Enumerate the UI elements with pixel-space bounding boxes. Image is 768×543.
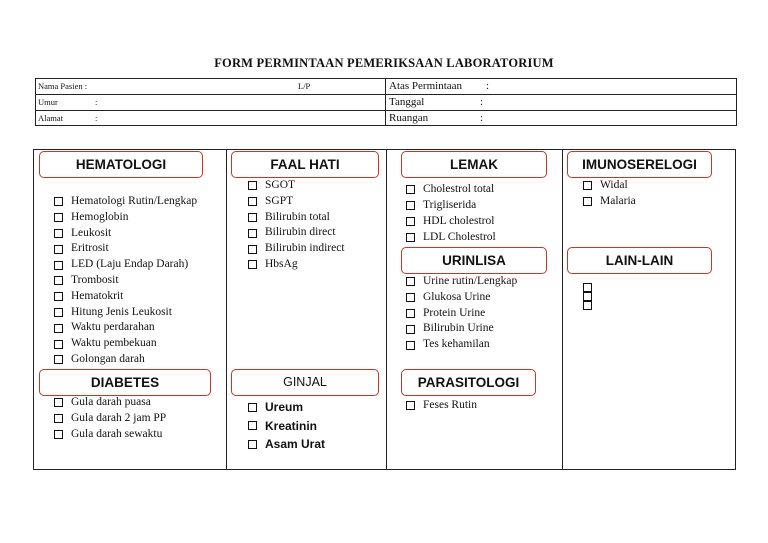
- checkbox-label: Gula darah sewaktu: [71, 427, 163, 440]
- checkbox-item[interactable]: [583, 178, 636, 194]
- checkbox-item[interactable]: [54, 273, 197, 289]
- column-divider: [386, 150, 387, 469]
- checkbox-item[interactable]: [406, 337, 517, 353]
- checkbox-icon[interactable]: [406, 325, 415, 334]
- ginjal-header: GINJAL: [231, 369, 379, 396]
- checkbox-label: Leukosit: [71, 226, 112, 239]
- checkbox-item[interactable]: [406, 290, 517, 306]
- ruangan-label: Ruangan: [389, 112, 429, 124]
- checkbox-item[interactable]: [406, 213, 496, 229]
- checkbox-item[interactable]: [248, 241, 345, 257]
- colon: :: [95, 97, 98, 107]
- nama-pasien-label: Nama Pasien :: [38, 81, 88, 91]
- checkbox-label: Bilirubin total: [265, 210, 330, 223]
- lain-lain-list: [583, 283, 600, 310]
- hematologi-header: HEMATOLOGI: [39, 151, 203, 178]
- umur-field[interactable]: [36, 95, 386, 110]
- checkbox-icon[interactable]: [406, 217, 415, 226]
- faal-hati-list: [248, 178, 345, 273]
- checkbox-icon[interactable]: [54, 430, 63, 439]
- checkbox-item[interactable]: [54, 305, 197, 321]
- checkbox-icon[interactable]: [248, 260, 257, 269]
- checkbox-label: Protein Urine: [423, 306, 486, 319]
- colon: :: [480, 96, 484, 108]
- checkbox-icon[interactable]: [54, 229, 63, 238]
- checkbox-label: Glukosa Urine: [423, 290, 491, 303]
- colon: :: [486, 80, 490, 92]
- nama-pasien-field[interactable]: [36, 79, 386, 94]
- checkbox-item[interactable]: [406, 181, 496, 197]
- alamat-field[interactable]: [36, 111, 386, 125]
- checkbox-icon[interactable]: [406, 293, 415, 302]
- checkbox-label: Ureum: [265, 400, 304, 414]
- checkbox-icon[interactable]: [54, 355, 63, 364]
- checkbox-label: Hitung Jenis Leukosit: [71, 305, 172, 318]
- imunoserelogi-header: IMUNOSERELOGI: [567, 151, 712, 178]
- lain-lain-header: LAIN-LAIN: [567, 247, 712, 274]
- checkbox-icon[interactable]: [406, 185, 415, 194]
- checkbox-item[interactable]: [54, 257, 197, 273]
- checkbox-icon[interactable]: [406, 309, 415, 318]
- checkbox-icon[interactable]: [54, 245, 63, 254]
- lemak-header: LEMAK: [401, 151, 547, 178]
- checkbox-label: Hemoglobin: [71, 210, 129, 223]
- checkbox-item[interactable]: [406, 229, 496, 245]
- checkbox-icon[interactable]: [583, 292, 592, 301]
- info-row-1: [36, 79, 736, 95]
- column-divider: [562, 150, 563, 469]
- checkbox-label: Cholestrol total: [423, 183, 495, 195]
- checkbox-icon[interactable]: [54, 340, 63, 349]
- checkbox-item[interactable]: [406, 274, 517, 290]
- checkbox-item[interactable]: [248, 178, 345, 194]
- info-row-2: [36, 95, 736, 111]
- checkbox-label: Eritrosit: [71, 242, 109, 255]
- checkbox-label: Widal: [600, 179, 628, 191]
- checkbox-label: Kreatinin: [265, 418, 318, 433]
- checkbox-icon[interactable]: [248, 403, 257, 412]
- checkbox-item[interactable]: [54, 194, 197, 210]
- checkbox-label: SGPT: [265, 194, 294, 207]
- checkbox-item[interactable]: [406, 398, 477, 414]
- checkbox-icon[interactable]: [248, 181, 257, 190]
- checkbox-item[interactable]: [54, 320, 197, 336]
- checkbox-icon[interactable]: [583, 283, 592, 292]
- checkbox-label: Gula darah 2 jam PP: [71, 411, 167, 424]
- checkbox-icon[interactable]: [54, 261, 63, 270]
- checkbox-icon[interactable]: [54, 213, 63, 222]
- umur-label: Umur: [38, 97, 58, 107]
- diabetes-list: [54, 395, 166, 442]
- checkbox-item[interactable]: [248, 398, 325, 417]
- checkbox-item[interactable]: [406, 321, 517, 337]
- checkbox-item[interactable]: [583, 194, 636, 210]
- checkbox-icon[interactable]: [54, 308, 63, 317]
- checkbox-item[interactable]: [583, 301, 600, 310]
- checkbox-item[interactable]: [406, 197, 496, 213]
- imunoserelogi-list: [583, 178, 636, 210]
- checkbox-icon[interactable]: [248, 421, 257, 430]
- checkbox-label: HbsAg: [265, 257, 298, 270]
- colon: :: [95, 113, 98, 123]
- checkbox-item[interactable]: [54, 226, 197, 242]
- ginjal-list: [248, 398, 325, 454]
- alamat-label: Alamat: [38, 113, 64, 123]
- ruangan-field[interactable]: [386, 111, 736, 125]
- checkbox-icon[interactable]: [583, 181, 592, 190]
- lp-label: L/P: [298, 81, 311, 91]
- checkbox-item[interactable]: [54, 210, 197, 226]
- checkbox-icon[interactable]: [54, 276, 63, 285]
- checkbox-label: Asam Urat: [265, 437, 326, 451]
- checkbox-label: Malaria: [600, 194, 636, 207]
- checkbox-icon[interactable]: [248, 213, 257, 222]
- checkbox-label: SGOT: [265, 179, 296, 191]
- checkbox-label: Bilirubin direct: [265, 226, 336, 239]
- atas-permintaan-label: Atas Permintaan: [389, 80, 463, 92]
- checkbox-icon[interactable]: [248, 440, 257, 449]
- urinlisa-list: [406, 274, 517, 353]
- checkbox-label: Trombosit: [71, 273, 119, 286]
- checkbox-label: Urine rutin/Lengkap: [423, 275, 518, 287]
- checkbox-item[interactable]: [248, 417, 325, 436]
- tanggal-label: Tanggal: [389, 96, 425, 108]
- checkbox-label: HDL cholestrol: [423, 215, 495, 227]
- checkbox-item[interactable]: [248, 194, 345, 210]
- test-grid: [33, 149, 736, 470]
- checkbox-item[interactable]: [54, 241, 197, 257]
- checkbox-item[interactable]: [54, 352, 197, 368]
- checkbox-item[interactable]: [406, 306, 517, 322]
- checkbox-icon[interactable]: [54, 414, 63, 423]
- checkbox-icon[interactable]: [248, 245, 257, 254]
- checkbox-label: LDL Cholestrol: [423, 231, 496, 243]
- checkbox-icon[interactable]: [406, 277, 415, 286]
- checkbox-item[interactable]: [54, 395, 166, 411]
- checkbox-label: Trigliserida: [423, 199, 477, 211]
- checkbox-item[interactable]: [583, 283, 600, 292]
- info-row-3: [36, 111, 736, 125]
- checkbox-item[interactable]: [248, 210, 345, 226]
- checkbox-label: Waktu perdarahan: [71, 321, 155, 334]
- checkbox-icon[interactable]: [583, 301, 592, 310]
- parasitologi-list: [406, 398, 477, 414]
- checkbox-icon[interactable]: [54, 398, 63, 407]
- checkbox-label: Gula darah puasa: [71, 396, 151, 408]
- colon: :: [480, 112, 484, 124]
- checkbox-icon[interactable]: [406, 201, 415, 210]
- checkbox-label: Hematologi Rutin/Lengkap: [71, 195, 198, 207]
- patient-info-table: [35, 78, 737, 126]
- parasitologi-header: PARASITOLOGI: [401, 369, 536, 396]
- checkbox-label: Hematokrit: [71, 289, 124, 302]
- checkbox-icon[interactable]: [54, 324, 63, 333]
- checkbox-item[interactable]: [54, 411, 166, 427]
- checkbox-item[interactable]: [248, 257, 345, 273]
- checkbox-icon[interactable]: [248, 197, 257, 206]
- checkbox-label: Waktu pembekuan: [71, 337, 157, 350]
- checkbox-label: Golongan darah: [71, 352, 145, 365]
- hematologi-list: [54, 194, 197, 368]
- checkbox-icon[interactable]: [583, 197, 592, 206]
- form-title: FORM PERMINTAAN PEMERIKSAAN LABORATORIUM: [214, 56, 554, 70]
- checkbox-item[interactable]: [54, 427, 166, 443]
- tanggal-field[interactable]: [386, 95, 736, 110]
- checkbox-item[interactable]: [54, 336, 197, 352]
- checkbox-icon[interactable]: [406, 341, 415, 350]
- lemak-list: [406, 181, 496, 245]
- checkbox-label: Tes kehamilan: [423, 338, 490, 351]
- checkbox-item[interactable]: [583, 292, 600, 301]
- checkbox-icon[interactable]: [406, 233, 415, 242]
- checkbox-icon[interactable]: [54, 292, 63, 301]
- checkbox-icon[interactable]: [54, 197, 63, 206]
- faal-hati-header: FAAL HATI: [231, 151, 379, 178]
- urinlisa-header: URINLISA: [401, 247, 547, 274]
- checkbox-item[interactable]: [248, 225, 345, 241]
- atas-permintaan-field[interactable]: [386, 79, 736, 94]
- checkbox-icon[interactable]: [248, 229, 257, 238]
- checkbox-item[interactable]: [54, 289, 197, 305]
- checkbox-label: LED (Laju Endap Darah): [71, 258, 189, 271]
- checkbox-label: Bilirubin Urine: [423, 322, 494, 335]
- checkbox-item[interactable]: [248, 435, 325, 454]
- checkbox-label: Bilirubin indirect: [265, 242, 345, 255]
- checkbox-label: Feses Rutin: [423, 399, 477, 411]
- diabetes-header: DIABETES: [39, 369, 211, 396]
- column-divider: [226, 150, 227, 469]
- checkbox-icon[interactable]: [406, 401, 415, 410]
